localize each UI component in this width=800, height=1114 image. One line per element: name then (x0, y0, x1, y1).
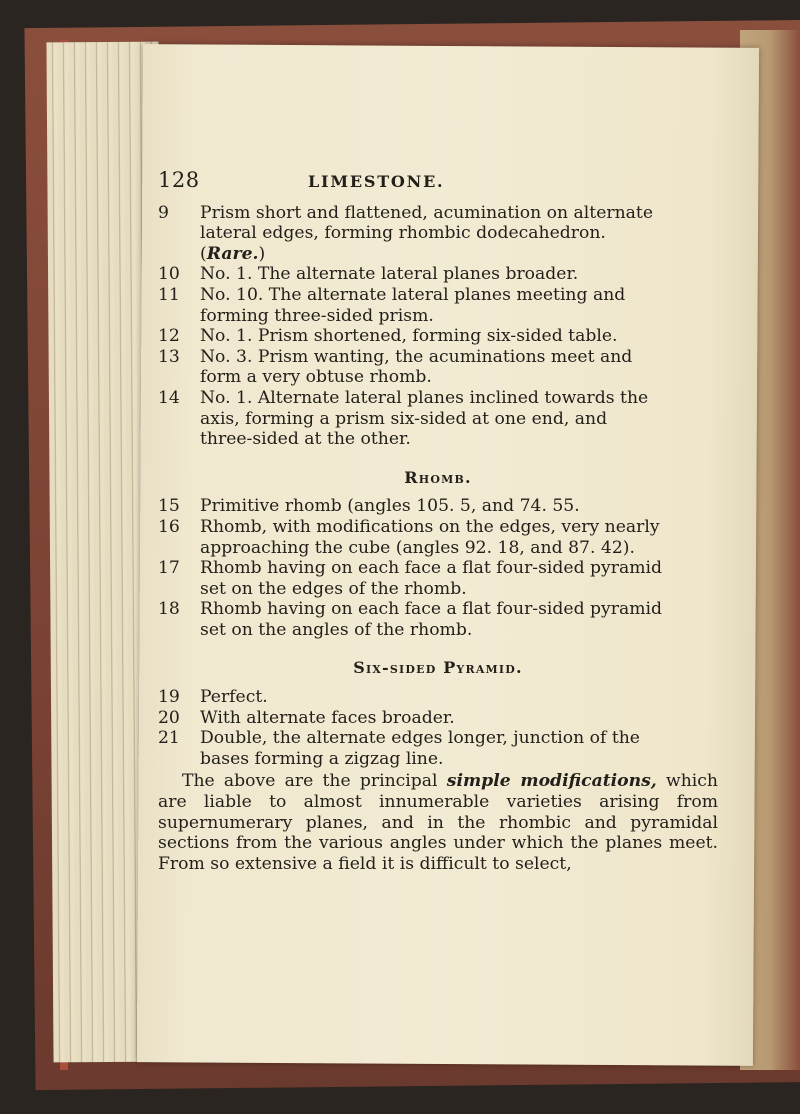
numbered-entry (158, 558, 718, 599)
numbered-entry (158, 708, 718, 729)
entry-text: No. 3. Prism wanting, the acuminations meet and (200, 346, 633, 367)
entry-text: set on the edges of the rhomb. (200, 578, 467, 599)
entry-number: 13 (158, 346, 180, 367)
numbered-entry (158, 728, 718, 769)
entry-text: approaching the cube (angles 92. 18, and 87. 42). (200, 537, 635, 558)
entry-number: 19 (158, 687, 180, 708)
running-head: LIMESTONE. (308, 172, 445, 191)
entry-continuation-line (158, 579, 718, 600)
paragraph-italic: simple modifications, (446, 771, 657, 792)
entry-continuation-line (158, 749, 718, 770)
entry-first-line (158, 599, 718, 620)
numbered-entry (158, 496, 718, 517)
entry-first-line (158, 687, 718, 708)
entry-text: No. 10. The alternate lateral planes meeting and (200, 284, 626, 305)
numbered-entry (158, 203, 718, 265)
entry-text: With alternate faces broader. (200, 707, 455, 728)
entry-text: form a very obtuse rhomb. (200, 367, 432, 388)
entry-first-line (158, 285, 718, 306)
entry-list-pyramid (158, 687, 718, 769)
entry-text: No. 1. Prism shortened, forming six-sided table. (200, 326, 618, 347)
entry-first-line (158, 517, 718, 538)
entry-number: 16 (158, 516, 180, 537)
entry-text: Perfect. (200, 687, 268, 708)
note-open: ( (200, 243, 207, 264)
numbered-entry (158, 347, 718, 388)
entry-first-line (158, 728, 718, 749)
entry-first-line (158, 347, 718, 368)
entry-number: 10 (158, 264, 180, 285)
numbered-entry (158, 687, 718, 708)
entry-text: axis, forming a prism six-sided at one end, and (200, 408, 608, 429)
entry-number: 9 (158, 202, 169, 223)
entry-number: 11 (158, 284, 180, 305)
entry-text: Primitive rhomb (angles 105. 5, and 74. 55. (200, 496, 580, 517)
entry-text: set on the angles of the rhomb. (200, 619, 473, 640)
closing-paragraph (158, 771, 718, 874)
entry-note (158, 244, 718, 265)
section-heading-pyramid: Six-sided Pyramid. (353, 658, 523, 678)
entry-continuation-line (158, 538, 718, 559)
entry-text: Rhomb having on each face a flat four-sided pyramid (200, 558, 663, 579)
page-text (158, 170, 718, 874)
entry-first-line (158, 326, 718, 347)
entry-number: 21 (158, 728, 180, 749)
entry-number: 18 (158, 599, 180, 620)
entry-first-line (158, 496, 718, 517)
numbered-entry (158, 285, 718, 326)
entry-text: No. 1. The alternate lateral planes broader. (200, 264, 579, 285)
note-italic: Rare. (206, 243, 259, 264)
entry-first-line (158, 708, 718, 729)
numbered-entry (158, 517, 718, 558)
numbered-entry (158, 264, 718, 285)
entry-continuation-line (158, 429, 718, 450)
entry-number: 12 (158, 326, 180, 347)
page-header (158, 170, 718, 193)
paragraph-text-after: which are liable to almost innumerable varieties arising from supernumerary planes, and in the rhombic and pyramidal sections from the various angles under which the planes meet. From so extensive a field it is difficult to select, (158, 771, 719, 874)
entry-number: 14 (158, 387, 180, 408)
entry-first-line (158, 558, 718, 579)
entry-text: Double, the alternate edges longer, junction of the (200, 728, 640, 749)
entry-number: 20 (158, 707, 180, 728)
entry-text: three-sided at the other. (200, 429, 411, 450)
section-heading-rhomb: Rhomb. (404, 467, 472, 487)
entry-continuation-line (158, 409, 718, 430)
entry-first-line (158, 264, 718, 285)
entry-continuation-line (158, 620, 718, 641)
entry-number: 15 (158, 496, 180, 517)
entry-text: Rhomb, with modifications on the edges, very nearly (200, 516, 660, 537)
entry-first-line (158, 203, 718, 224)
entry-text: forming three-sided prism. (200, 305, 434, 326)
entry-list-rhomb (158, 496, 718, 640)
entry-continuation-line (158, 223, 718, 244)
entry-number: 17 (158, 558, 180, 579)
entry-text: Rhomb having on each face a flat four-sided pyramid (200, 599, 663, 620)
page-number: 128 (158, 168, 200, 192)
entry-continuation-line (158, 367, 718, 388)
numbered-entry (158, 388, 718, 450)
numbered-entry (158, 599, 718, 640)
entry-continuation-line (158, 306, 718, 327)
entry-text: Prism short and flattened, acumination on alternate (200, 202, 653, 223)
entry-text: bases forming a zigzag line. (200, 748, 444, 769)
paragraph-text-before: The above are the principal (182, 771, 447, 792)
note-close: ) (258, 243, 266, 264)
entry-text: lateral edges, forming rhombic dodecahedron. (200, 223, 606, 244)
entry-list-prisms (158, 203, 718, 450)
entry-text: No. 1. Alternate lateral planes inclined towards the (200, 387, 649, 408)
entry-first-line (158, 388, 718, 409)
numbered-entry (158, 326, 718, 347)
